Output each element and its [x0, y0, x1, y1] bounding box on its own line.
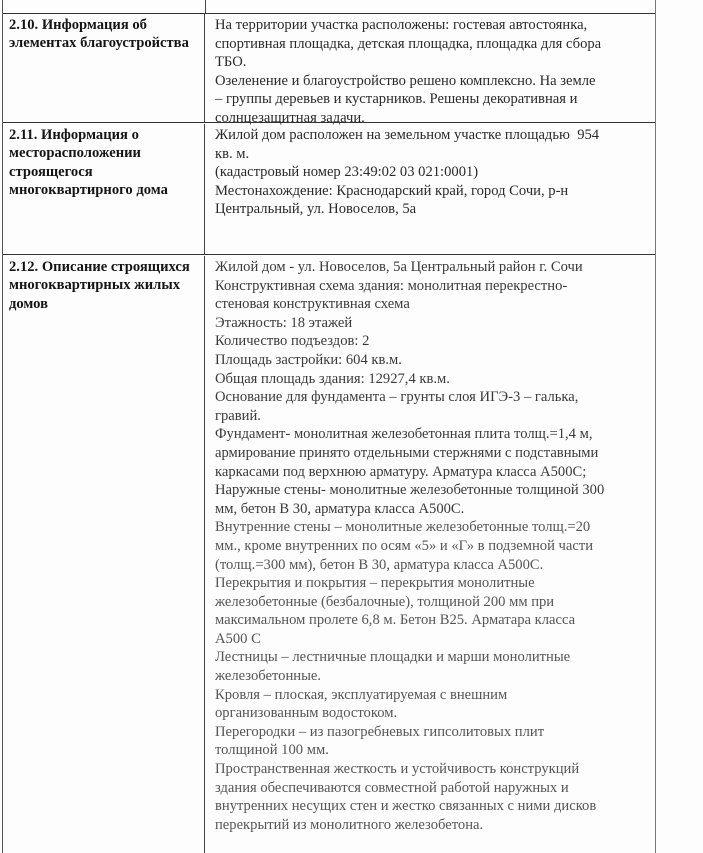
text-line: спортивная площадка, детская площадка, площадка для сбора [215, 35, 602, 52]
text-line: перекрытий из монолитного железобетона. [215, 816, 484, 833]
text-line: Фундамент- монолитная железобетонная плита толщ.=1,4 м, [215, 426, 593, 443]
text-line: Площадь застройки: 604 кв.м. [215, 351, 402, 368]
text-line: внутренних несущих стен и жестко связанных с ними дисков [215, 798, 597, 815]
text-line: здания обеспечиваются совместной работой наружных и [215, 779, 569, 796]
text-line: Местонахождение: Краснодарский край, город Сочи, р-н [215, 182, 569, 199]
info-table [2, 0, 656, 853]
text-line: мм, бетон В 30, арматура класса А500С. [215, 500, 465, 517]
text-line: (толщ.=300 мм), бетон В 30, арматура класса А500С. [215, 556, 544, 573]
text-line: На территории участка расположены: гостевая автостоянка, [215, 17, 588, 33]
row-label: 2.12. Описание строящихся многоквартирных жилых домов [3, 256, 205, 853]
table-row-2-11 [3, 124, 655, 255]
row-label: 2.10. Информация об элементах благоустройства [3, 14, 205, 122]
text-line: стеновая конструктивная схема [215, 296, 410, 313]
text-line: – группы деревьев и кустарников. Решены декоративная и [215, 91, 578, 108]
table-top-stub-row [3, 0, 655, 14]
text-line: Жилой дом - ул. Новоселов, 5а Центральный район г. Сочи [215, 259, 583, 275]
text-line: Количество подъездов: 2 [215, 333, 370, 350]
text-line: Основание для фундамента – грунты слоя ИГЭ-3 – галька, [215, 389, 579, 406]
text-line: железобетонные. [215, 668, 322, 685]
text-line: Лестницы – лестничные площадки и марши монолитные [215, 649, 571, 666]
text-line: железобетонные (безбалочные), толщиной 200 мм при [215, 593, 555, 610]
table-row-2-10 [3, 14, 655, 126]
column-divider [205, 0, 206, 13]
text-line: максимальном пролете 6,8 м. Бетон В25. Арматара класса [215, 612, 576, 629]
text-line: ТБО. [215, 54, 247, 71]
text-line: каркасами под верхнюю арматуру. Арматура класса А500С; [215, 463, 587, 480]
text-line: гравий. [215, 407, 261, 424]
text-line: организованным водостоком. [215, 705, 398, 722]
row-label: 2.11. Информация о месторасположении строящегося многоквартирного дома [3, 124, 205, 254]
text-line: Озеленение и благоустройство решено комплексно. На земле [215, 72, 596, 89]
text-line: А500 С [215, 630, 261, 647]
text-line: Жилой дом расположен на земельном участке площадью 954 [215, 127, 600, 143]
text-line: Конструктивная схема здания: монолитная перекрестно- [215, 277, 568, 294]
text-line: Этажность: 18 этажей [215, 314, 353, 331]
row-value [206, 256, 655, 853]
text-line: мм., кроме внутренних по осям «5» и «Г» в подземной части [215, 537, 594, 554]
text-line: Перекрытия и покрытия – перекрытия монолитные [215, 575, 535, 592]
text-line: армирование принято отдельными стержнями с подставными [215, 444, 599, 461]
row-value [206, 14, 655, 126]
text-line: Пространственная жесткость и устойчивость конструкций [215, 761, 580, 778]
text-line: (кадастровый номер 23:49:02 03 021:0001) [215, 164, 479, 181]
text-line: Перегородки – из пазогребневых гипсолитовых плит [215, 723, 545, 740]
row-value [206, 124, 655, 254]
text-line: Общая площадь здания: 12927,4 кв.м. [215, 370, 450, 387]
text-line: толщиной 100 мм. [215, 742, 329, 759]
text-line: Центральный, ул. Новоселов, 5а [215, 201, 417, 218]
text-line: кв. м. [215, 145, 250, 162]
text-line: солнцезащитная задачи. [215, 109, 365, 126]
table-row-2-12 [3, 256, 655, 853]
text-line: Внутренние стены – монолитные железобетонные толщ.=20 [215, 519, 591, 536]
text-line: Кровля – плоская, эксплуатируемая с внешним [215, 686, 508, 703]
text-line: Наружные стены- монолитные железобетонные толщиной 300 [215, 482, 605, 499]
